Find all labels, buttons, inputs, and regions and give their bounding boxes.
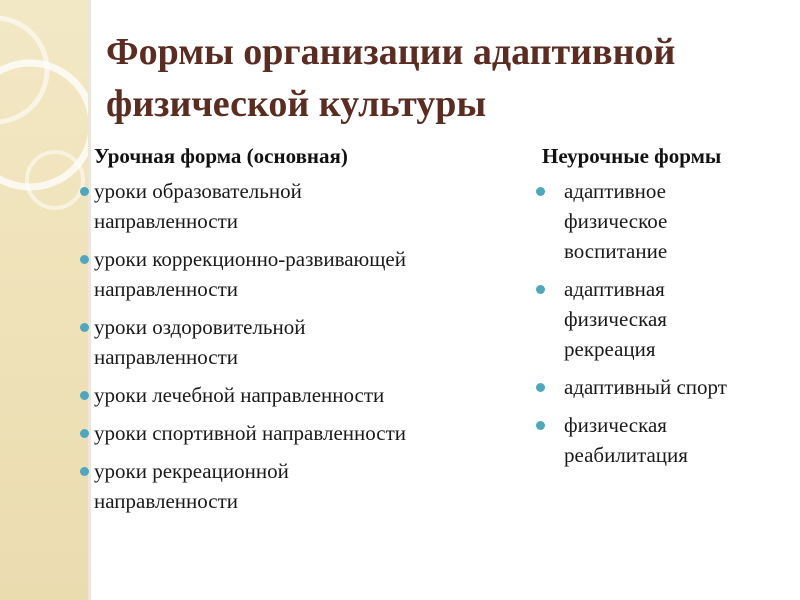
item-text: уроки образовательной	[94, 179, 302, 203]
item-text: уроки рекреационной	[94, 459, 289, 483]
bullet-icon	[80, 429, 89, 438]
title-line-2: физической культуры	[106, 83, 487, 125]
extracurricular-forms-heading: Неурочные формы	[542, 144, 722, 168]
item-text: воспитание	[564, 239, 668, 263]
item-text: физическая	[564, 307, 667, 331]
bullet-icon	[80, 187, 89, 196]
list-item	[526, 274, 794, 364]
item-text: физическая	[564, 413, 667, 437]
bullet-icon	[536, 421, 545, 430]
bullet-icon	[536, 383, 545, 392]
decorative-circles	[0, 0, 88, 260]
bullet-icon	[536, 187, 545, 196]
list-item	[76, 244, 521, 304]
list-item	[526, 410, 794, 470]
bullet-icon	[536, 285, 545, 294]
list-item	[76, 380, 521, 410]
item-text: направленности	[94, 277, 239, 301]
list-item	[526, 176, 794, 266]
item-text: уроки лечебной направленности	[94, 383, 385, 407]
bullet-icon	[80, 391, 89, 400]
title-line-1: Формы организации адаптивной	[106, 31, 676, 73]
list-item	[76, 456, 521, 516]
item-text: уроки коррекционно-развивающей	[94, 247, 406, 271]
item-text: направленности	[94, 345, 239, 369]
list-item	[76, 176, 521, 236]
bullet-icon	[80, 467, 89, 476]
item-text: адаптивная	[564, 277, 665, 301]
lesson-forms-column	[76, 142, 521, 524]
list-item	[76, 312, 521, 372]
item-text: уроки спортивной направленности	[94, 421, 407, 445]
decorative-side-band	[0, 0, 88, 600]
list-item	[76, 418, 521, 448]
list-item	[526, 372, 794, 402]
item-text: реабилитация	[564, 443, 688, 467]
item-text: направленности	[94, 209, 239, 233]
extracurricular-forms-list	[526, 176, 794, 470]
bullet-icon	[80, 255, 89, 264]
item-text: адаптивный спорт	[564, 375, 727, 399]
item-text: адаптивное	[564, 179, 666, 203]
lesson-forms-heading: Урочная форма (основная)	[94, 144, 348, 168]
bullet-icon	[80, 323, 89, 332]
item-text: физическое	[564, 209, 668, 233]
lesson-forms-list	[76, 176, 521, 516]
item-text: уроки оздоровительной	[94, 315, 306, 339]
slide-title	[106, 26, 786, 130]
item-text: направленности	[94, 489, 239, 513]
item-text: рекреация	[564, 337, 656, 361]
extracurricular-forms-column	[526, 142, 794, 478]
